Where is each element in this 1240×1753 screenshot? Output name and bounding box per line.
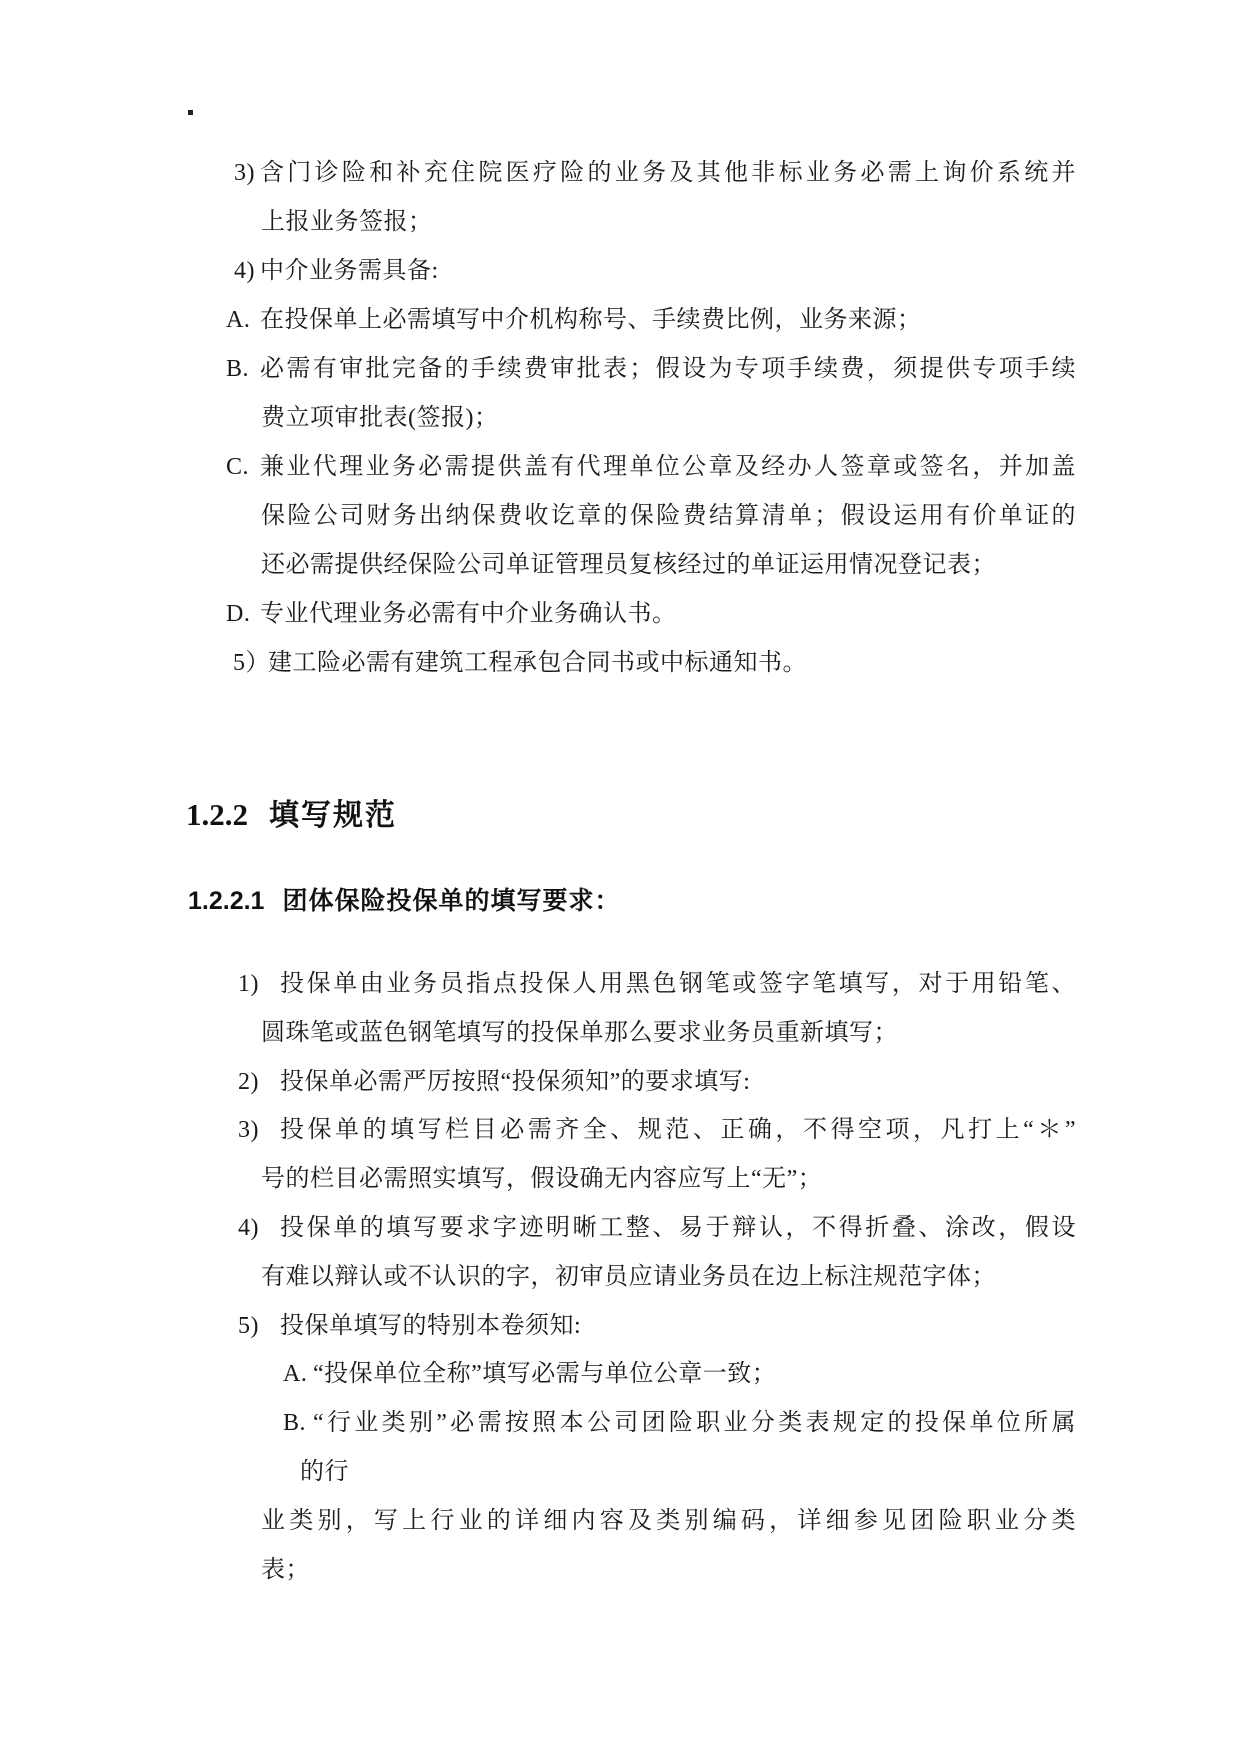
list-item-text: 投保单必需严厉按照“投保须知”的要求填写: [280,1068,751,1095]
list-item-line [0,1106,1076,1155]
list-marker: 5） [233,650,270,676]
list-item-line [0,345,1076,394]
heading-number: 1.2.2.1 [188,887,265,915]
heading-title: 团体保险投保单的填写要求： [282,887,621,915]
list-item-text: 建工险必需有建筑工程承包合同书或中标通知书。 [268,650,807,676]
list-marker: 5) [238,1312,259,1339]
list-marker: 3) [238,1117,259,1144]
list-item-text: “行业类别”必需按照本公司团险职业分类表规定的投保单位所属 [313,1410,1076,1437]
list-item-text: 有难以辩认或不认识的字，初审员应请业务员在边上标注规范字体； [261,1263,996,1290]
list-marker: A. [283,1361,308,1388]
heading-title: 填写规范 [269,799,397,832]
list-item-line [0,394,1076,443]
list-marker: B. [283,1410,307,1437]
list-marker: 4) [234,258,255,284]
list-item-line [0,1253,1076,1302]
list-item-text: 投保单的填写要求字迹明晰工整、易于辩认，不得折叠、涂改，假设 [280,1214,1076,1241]
list-item-line [0,1546,1076,1595]
section-heading-1-2-2 [186,796,397,840]
section-heading-1-2-2-1 [188,884,620,922]
list-item-text: 费立项审批表(签报)； [261,405,499,431]
list-marker: C. [226,454,250,480]
list-item-line [0,1497,1076,1546]
list-item-text: 投保单由业务员指点投保人用黑色钢笔或签字笔填写，对于用铅笔、 [280,971,1076,997]
list-item-line [0,198,1076,247]
list-item-text: 保险公司财务出纳保费收讫章的保险费结算清单；假设运用有价单证的 [261,503,1076,529]
stray-dot-mark [188,110,193,115]
list-item-text: 还必需提供经保险公司单证管理员复核经过的单证运用情况登记表； [261,552,996,578]
list-item-text: “投保单位全称”填写必需与单位公章一致； [313,1361,777,1388]
list-item-text: 在投保单上必需填写中介机构称号、手续费比例，业务来源； [260,307,922,333]
list-item-text: 号的栏目必需照实填写，假设确无内容应写上“无”； [261,1166,823,1193]
list-section-filling-requirements [0,960,1240,1594]
list-item-line [0,1399,1076,1448]
list-item-text: 上报业务签报； [261,209,433,235]
list-item-line [0,149,1076,198]
list-item-line [0,590,1076,639]
list-item-text: 的行 [300,1458,349,1485]
list-marker: A. [226,307,251,333]
list-item-text: 表； [261,1556,310,1583]
list-item-text: 必需有审批完备的手续费审批表；假设为专项手续费，须提供专项手续 [260,356,1076,382]
list-marker: 3) [234,160,255,186]
list-item-text: 专业代理业务必需有中介业务确认书。 [260,601,677,627]
list-item-line [0,541,1076,590]
list-item-line [0,492,1076,541]
list-marker: B. [226,356,250,382]
heading-number: 1.2.2 [186,797,248,832]
list-item-line [0,1204,1076,1253]
list-item-line [0,1302,1076,1351]
list-item-line [0,960,1076,1009]
list-item-line [0,1058,1076,1107]
list-section-policy-requirements [0,149,1240,688]
list-marker: 1) [238,971,259,997]
list-item-line [0,296,1076,345]
list-item-text: 中介业务需具备: [260,258,439,284]
list-item-line [0,1009,1076,1058]
list-marker: 4) [238,1214,259,1241]
list-item-line [0,443,1076,492]
list-item-line [0,1448,1076,1497]
list-marker: D. [226,601,251,627]
list-item-text: 业类别，写上行业的详细内容及类别编码，详细参见团险职业分类 [261,1507,1076,1534]
list-item-line [0,639,1076,688]
list-item-text: 圆珠笔或蓝色钢笔填写的投保单那么要求业务员重新填写； [261,1019,898,1046]
list-item-text: 投保单填写的特别本卷须知: [280,1312,582,1339]
list-item-text: 投保单的填写栏目必需齐全、规范、正确，不得空项，凡打上“＊” [280,1117,1076,1144]
list-marker: 2) [238,1068,259,1095]
list-item-text: 含门诊险和补充住院医疗险的业务及其他非标业务必需上询价系统并 [260,160,1076,186]
list-item-line [0,247,1076,296]
list-item-line [0,1155,1076,1204]
list-item-line [0,1350,1076,1399]
list-item-text: 兼业代理业务必需提供盖有代理单位公章及经办人签章或签名，并加盖 [260,454,1076,480]
